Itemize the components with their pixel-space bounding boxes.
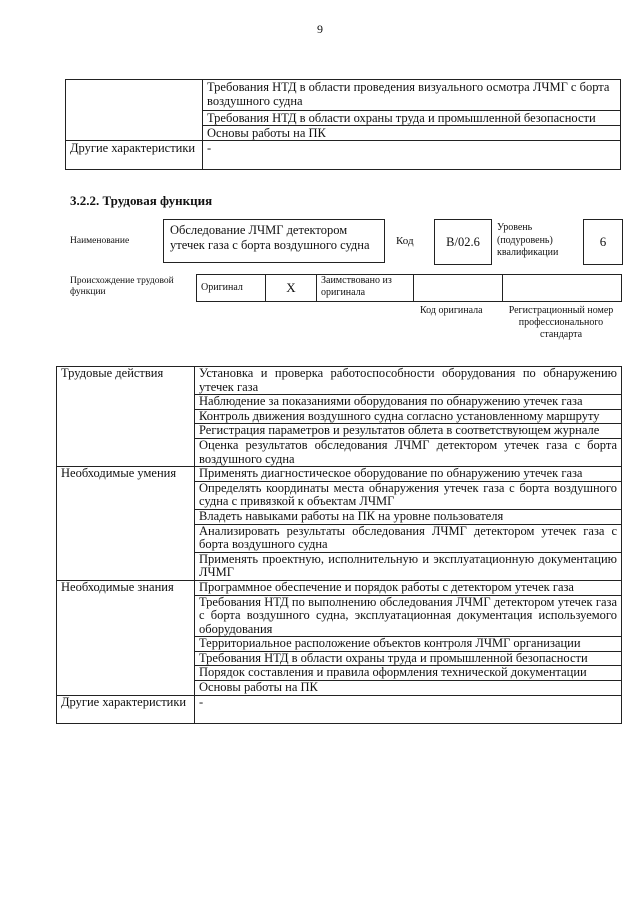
action-item: Контроль движения воздушного судна согласно установленному маршруту [195, 409, 622, 424]
table-row [66, 141, 621, 170]
skill-item: Владеть навыками работы на ПК на уровне пользователя [195, 509, 622, 524]
knowledge-item: Основы работы на ПК [195, 681, 622, 696]
action-item: Наблюдение за показаниями оборудования по обнаружению утечек газа [195, 395, 622, 410]
function-code-box: B/02.6 [434, 219, 492, 265]
page-number: 9 [317, 22, 323, 36]
skill-item: Определять координаты места обнаружения утечек газа с борта воздушного судна с привязкой к объектам ЛЧМГ [195, 481, 622, 509]
other-characteristics-value: - [195, 695, 622, 723]
knowledge-label: Необходимые знания [57, 580, 195, 695]
skill-item: Применять диагностическое оборудование по обнаружению утечек газа [195, 467, 622, 482]
knowledge-item: Требования НТД по выполнению обследования ЛЧМГ детектором утечек газа с борта воздушного судна, эксплуатационная документация используемого оборудования [195, 595, 622, 637]
name-label: Наименование [70, 236, 130, 246]
origin-label: Происхождение трудовой функции [70, 276, 174, 297]
code-original-label: Код оригинала [420, 305, 483, 316]
action-item: Установка и проверка работоспособности оборудования по обнаружению утечек газа [195, 367, 622, 395]
knowledge-item: Территориальное расположение объектов контроля ЛЧМГ организации [195, 637, 622, 652]
other-characteristics-value: - [203, 141, 621, 170]
knowledge-item: Требования НТД в области охраны труда и промышленной безопасности [203, 111, 621, 126]
main-function-table [56, 366, 622, 724]
code-original-cell [414, 275, 503, 302]
actions-label: Трудовые действия [57, 367, 195, 467]
borrowed-label: Заимствовано из оригинала [317, 275, 414, 302]
top-requirements-table [65, 79, 621, 170]
original-mark: X [266, 275, 317, 302]
skills-label: Необходимые умения [57, 467, 195, 581]
table-row [197, 275, 622, 302]
table-row [57, 367, 622, 395]
section-title: 3.2.2. Трудовая функция [70, 193, 213, 208]
function-name-box: Обследование ЛЧМГ детектором утечек газа с борта воздушного судна [163, 219, 385, 263]
table-row [57, 580, 622, 595]
table-row [57, 695, 622, 723]
empty-label-cell [66, 80, 203, 141]
function-level-box: 6 [583, 219, 623, 265]
table-row [57, 467, 622, 482]
knowledge-item: Основы работы на ПК [203, 126, 621, 141]
knowledge-item: Требования НТД в области охраны труда и промышленной безопасности [195, 651, 622, 666]
knowledge-item: Требования НТД в области проведения визуального осмотра ЛЧМГ с борта воздушного судна [203, 80, 621, 111]
other-characteristics-label: Другие характеристики [66, 141, 203, 170]
level-label: Уровень (подуровень) квалификации [497, 222, 559, 258]
code-label: Код [396, 235, 414, 247]
knowledge-item: Программное обеспечение и порядок работы с детектором утечек газа [195, 580, 622, 595]
reg-number-label: Регистрационный номер профессионального стандарта [508, 305, 614, 340]
action-item: Регистрация параметров и результатов облета в соответствующем журнале [195, 424, 622, 439]
skill-item: Анализировать результаты обследования ЛЧМГ детектором утечек газа с борта воздушного судна [195, 524, 622, 552]
origin-table [196, 274, 622, 302]
skill-item: Применять проектную, исполнительную и эксплуатационную документацию ЛЧМГ [195, 552, 622, 580]
other-characteristics-label: Другие характеристики [57, 695, 195, 723]
action-item: Оценка результатов обследования ЛЧМГ детектором утечек газа с борта воздушного судна [195, 438, 622, 466]
reg-number-cell [503, 275, 622, 302]
knowledge-item: Порядок составления и правила оформления технической документации [195, 666, 622, 681]
original-label: Оригинал [197, 275, 266, 302]
table-row [66, 80, 621, 111]
